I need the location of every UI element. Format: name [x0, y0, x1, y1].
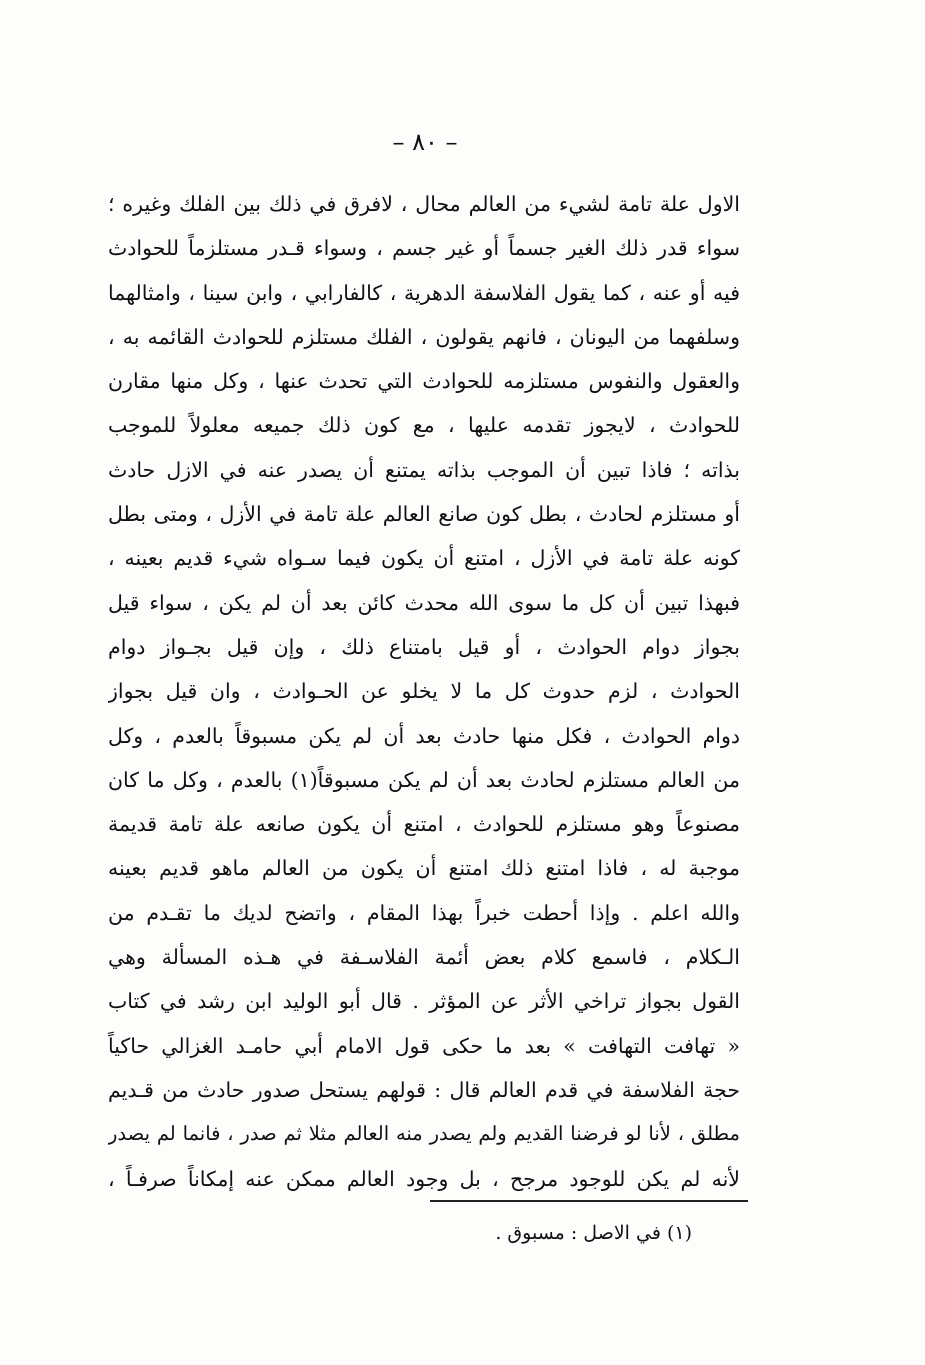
text-line: القول بجواز تراخي الأثر عن المؤثر . قال أبو الوليد ابن رشد في كتاب: [108, 989, 740, 1014]
text-line: « تهافت التهافت » بعد ما حكى قول الامام أبي حامـد الغزالي حاكياً: [108, 1033, 740, 1058]
body-text: [108, 182, 740, 1201]
text-line: والله اعلم . وإذا أحطت خبراً بهذا المقام ، واتضح لديك ما تقـدم من: [108, 900, 740, 925]
text-line: كونه علة تامة في الأزل ، امتنع أن يكون فيما سـواه شيء قديم بعينه ،: [108, 546, 740, 571]
text-line: سواء قدر ذلك الغير جسماً أو غير جسم ، وسواء قـدر مستلزماً للحوادث: [108, 236, 740, 261]
text-line: دوام الحوادث ، فكل منها حادث بعد أن لم يكن مسبوقاً بالعدم ، وكل: [108, 723, 740, 748]
text-line: من العالم مستلزم لحادث بعد أن لم يكن مسبوقاً(١) بالعدم ، وكل ما كان: [108, 767, 740, 792]
text-line: الحوادث ، لزم حدوث كل ما لا يخلو عن الحـوادث ، وان قيل بجواز: [108, 679, 740, 704]
page-number: – ٨٠ –: [392, 128, 458, 156]
text-line: مطلق ، لأنا لو فرضنا القديم ولم يصدر منه العالم مثلا ثم صدر ، فانما لم يصدر: [108, 1122, 740, 1146]
text-line: الاول علة تامة لشيء من العالم محال ، لافرق في ذلك بين الفلك وغيره ؛: [108, 192, 740, 216]
text-line: فيه أو عنه ، كما يقول الفلاسفة الدهرية ، كالفارابي ، وابن سينا ، وامثالهما: [108, 280, 740, 305]
text-line: أو مستلزم لحادث ، بطل كون صانع العالم علة تامة في الأزل ، ومتى بطل: [108, 502, 740, 527]
text-line: الـكلام ، فاسمع كلام بعض أئمة الفلاسـفة في هـذه المسألة وهي: [108, 945, 740, 970]
footnote: (١) في الاصل : مسبوق .: [495, 1222, 692, 1244]
text-line: للحوادث ، لايجوز تقدمه عليها ، مع كون ذلك جميعه معلولاً للموجب: [108, 413, 740, 438]
text-line: موجبة له ، فاذا امتنع ذلك امتنع أن يكون من العالم ماهو قديم بعينه: [108, 856, 740, 881]
text-line: والعقول والنفوس مستلزمه للحوادث التي تحدث عنها ، وكل منها مقارن: [108, 369, 740, 394]
text-line: بذاته ؛ فاذا تبين أن الموجب بذاته يمتنع أن يصدر عنه في الازل حادث: [108, 457, 740, 482]
text-line: مصنوعاً وهو مستلزم للحوادث ، امتنع أن يكون صانعه علة تامة قديمة: [108, 812, 740, 837]
text-line: وسلفهما من اليونان ، فانهم يقولون ، الفلك مستلزم للحوادث القائمه به ،: [108, 324, 740, 349]
footnote-divider: [430, 1200, 748, 1202]
text-line: حجة الفلاسفة في قدم العالم قال : قولهم يستحل صدور حادث من قـديم: [108, 1077, 740, 1102]
text-line: لأنه لم يكن للوجود مرجح ، بل وجود العالم ممكن عنه إمكاناً صرفـاً ،: [108, 1166, 740, 1191]
text-line: فبهذا تبين أن كل ما سوى الله محدث كائن بعد أن لم يكن ، سواء قيل: [108, 590, 740, 615]
text-line: بجواز دوام الحوادث ، أو قيل بامتناع ذلك ، وإن قيل بجـواز دوام: [108, 634, 740, 659]
